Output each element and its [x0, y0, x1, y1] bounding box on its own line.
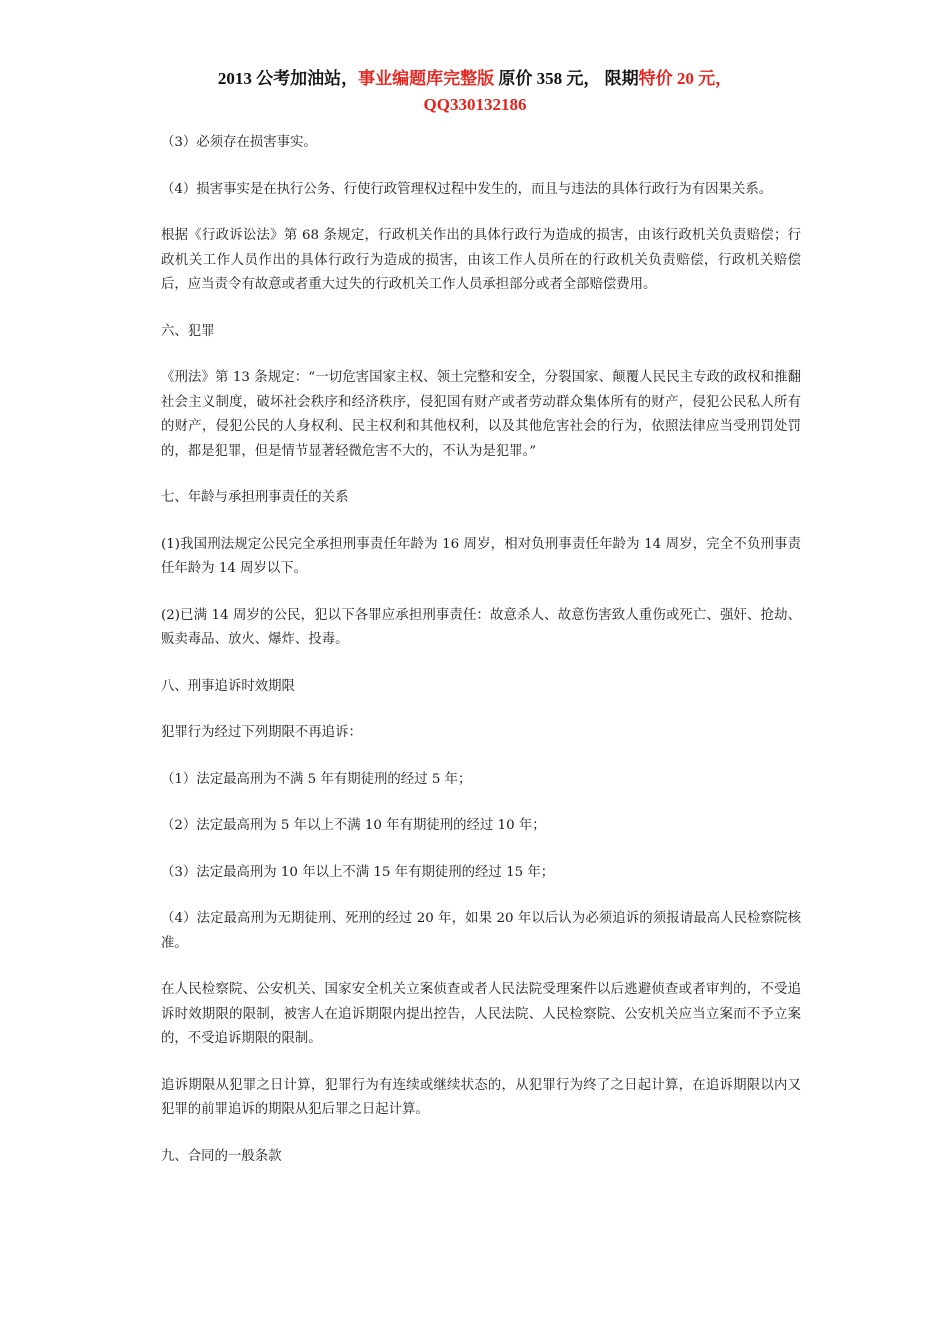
- promo-product-text: 事业编题库完整版: [358, 69, 495, 88]
- paragraph-limitation-intro: 犯罪行为经过下列期限不再追诉：: [161, 725, 362, 740]
- promo-year-text: 2013 公考加油站，: [217, 69, 359, 88]
- promo-original-price-text: 原价 358 元， 限期: [494, 69, 639, 88]
- paragraph-age-2: (2)已满 14 周岁的公民，犯以下各罪应承担刑事责任：故意杀人、故意伤害致人重伤或死亡、强奸、抢劫、贩卖毒品、放火、爆炸、投毒。: [161, 607, 801, 647]
- list-item-limitation-3: （3）法定最高刑为 10 年以上不满 15 年有期徒刑的经过 15 年；: [161, 864, 555, 880]
- list-item-limitation-1: （1）法定最高刑为不满 5 年有期徒刑的经过 5 年；: [161, 771, 472, 787]
- paragraph-limitation-exception: 在人民检察院、公安机关、国家安全机关立案侦查或者人民法院受理案件以后逃避侦查或者审判的，不受追诉时效期限的限制，被害人在追诉期限内提出控告，人民法院、人民检察院、公安机关应当立案而不予立案的，不受追诉期限的限制。: [161, 982, 801, 1046]
- promo-sale-price-text: 特价 20 元，: [638, 69, 733, 88]
- document-body: [161, 131, 801, 1191]
- section-heading-age-liability: 七、年龄与承担刑事责任的关系: [161, 490, 349, 505]
- promo-header: [0, 66, 950, 118]
- paragraph-causality: （4）损害事实是在执行公务、行使行政管理权过程中发生的，而且与违法的具体行政行为有因果关系。: [161, 181, 773, 197]
- paragraph-article-13: 《刑法》第 13 条规定：“一切危害国家主权、领土完整和安全，分裂国家、颠覆人民民主专政的政权和推翻社会主义制度，破坏社会秩序和经济秩序，侵犯国有财产或者劳动群众集体所有的财产，侵犯公民私人所有的财产，侵犯公民的人身权利、民主权利和其他权利，以及其他危害社会的行为，依照法律应当受刑罚处罚的，都是犯罪，但是情节显著轻微危害不大的，不认为是犯罪。”: [161, 370, 801, 459]
- section-heading-limitation: 八、刑事追诉时效期限: [161, 678, 295, 694]
- promo-header-line-1: [0, 66, 950, 92]
- list-item-limitation-2: （2）法定最高刑为 5 年以上不满 10 年有期徒刑的经过 10 年；: [161, 818, 546, 833]
- paragraph-age-1: (1)我国刑法规定公民完全承担刑事责任年龄为 16 周岁，相对负刑事责任年龄为 14 周岁，完全不负刑事责任年龄为 14 周岁以下。: [161, 536, 801, 576]
- paragraph-article-68: 根据《行政诉讼法》第 68 条规定，行政机关作出的具体行政行为造成的损害，由该行政机关负责赔偿；行政机关工作人员作出的具体行政行为造成的损害，由该工作人员所在的行政机关负责赔偿，行政机关赔偿后，应当责令有故意或者重大过失的行政机关工作人员承担部分或者全部赔偿费用。: [161, 228, 801, 292]
- promo-contact-qq: QQ330132186: [423, 95, 527, 114]
- paragraph-damage-fact: （3）必须存在损害事实。: [161, 135, 317, 150]
- paragraph-limitation-calculation: 追诉期限从犯罪之日计算，犯罪行为有连续或继续状态的，从犯罪行为终了之日起计算，在追诉期限以内又犯罪的前罪追诉的期限从犯后罪之日起计算。: [161, 1077, 801, 1117]
- section-heading-crime: 六、犯罪: [161, 323, 215, 339]
- list-item-limitation-4: （4）法定最高刑为无期徒刑、死刑的经过 20 年，如果 20 年以后认为必须追诉的须报请最高人民检察院核准。: [161, 911, 801, 951]
- section-heading-contract-terms: 九、合同的一般条款: [161, 1148, 282, 1164]
